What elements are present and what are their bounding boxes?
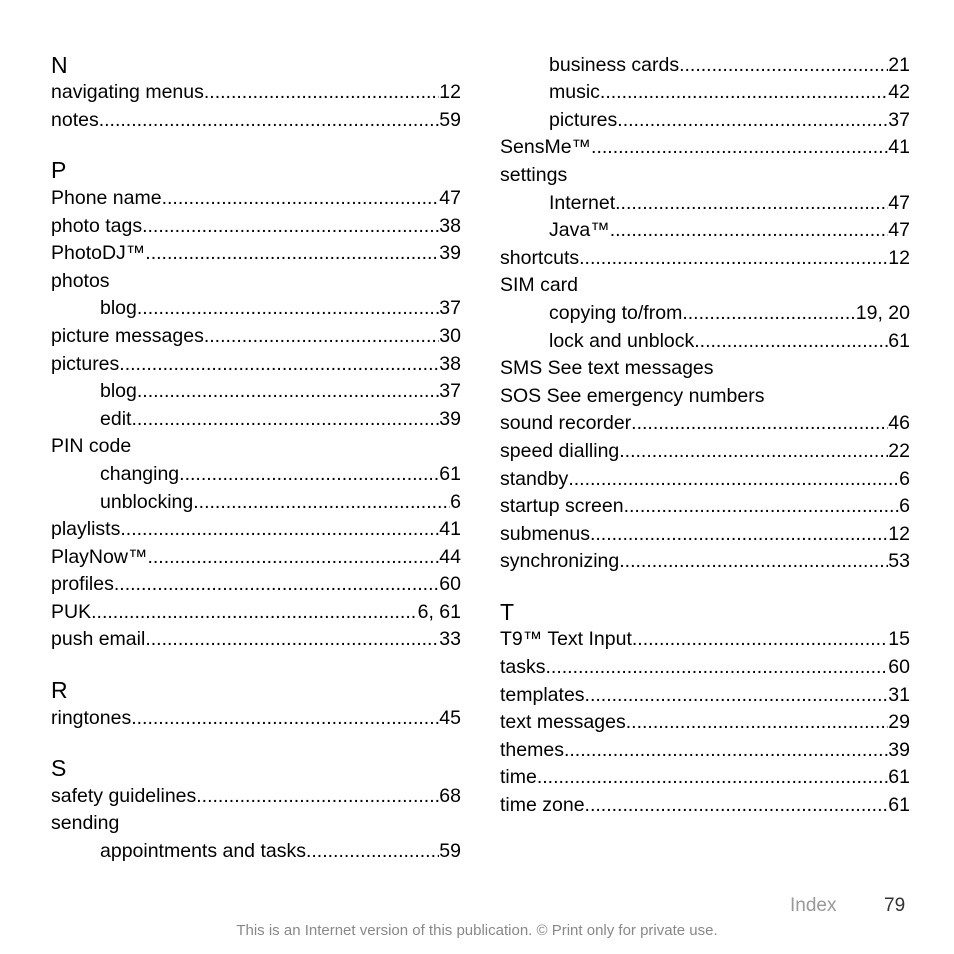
page-ref: 12 bbox=[439, 81, 461, 104]
index-term: music bbox=[549, 81, 600, 104]
dot-leader bbox=[591, 136, 888, 158]
page-ref: 22 bbox=[888, 439, 910, 462]
dot-leader bbox=[145, 628, 439, 650]
page-ref: 30 bbox=[439, 324, 461, 347]
index-term: startup screen bbox=[500, 495, 624, 518]
page-ref: 41 bbox=[439, 518, 461, 541]
dot-leader bbox=[137, 380, 439, 402]
index-term: SIM card bbox=[500, 274, 579, 297]
index-term: T9™ Text Input bbox=[500, 628, 632, 651]
index-entry bbox=[51, 701, 461, 729]
page-ref: 37 bbox=[439, 297, 461, 320]
index-term: sound recorder bbox=[500, 412, 632, 435]
index-entry bbox=[51, 209, 461, 237]
index-label bbox=[500, 379, 910, 407]
index-entry bbox=[51, 347, 461, 375]
dot-leader bbox=[590, 523, 888, 545]
index-term: PlayNow™ bbox=[51, 545, 148, 568]
index-term: Internet bbox=[549, 191, 616, 214]
index-subentry bbox=[500, 103, 910, 131]
dot-leader bbox=[137, 297, 439, 319]
index-term: text messages bbox=[500, 711, 626, 734]
index-subentry bbox=[500, 324, 910, 352]
index-term: profiles bbox=[51, 573, 114, 596]
index-term: settings bbox=[500, 163, 568, 186]
page-ref: 12 bbox=[888, 522, 910, 545]
index-term: picture messages bbox=[51, 324, 204, 347]
index-term: pictures bbox=[549, 108, 618, 131]
dot-leader bbox=[131, 408, 439, 430]
index-term: synchronizing bbox=[500, 550, 620, 573]
dot-leader bbox=[204, 325, 439, 347]
index-entry bbox=[51, 623, 461, 651]
dot-leader bbox=[632, 628, 888, 650]
page-ref: 46 bbox=[888, 412, 910, 435]
index-term: sending bbox=[51, 812, 120, 835]
index-term: blog bbox=[100, 297, 137, 320]
page-ref: 6 bbox=[450, 490, 461, 513]
index-subentry bbox=[51, 292, 461, 320]
dot-leader bbox=[196, 785, 439, 807]
page-ref: 61 bbox=[888, 794, 910, 817]
page-ref: 15 bbox=[888, 628, 910, 651]
index-term: PhotoDJ™ bbox=[51, 242, 146, 265]
page-ref: 53 bbox=[888, 550, 910, 573]
index-entry bbox=[500, 462, 910, 490]
section-spacer bbox=[51, 131, 461, 154]
page-ref: 12 bbox=[888, 246, 910, 269]
index-term: templates bbox=[500, 683, 585, 706]
page-ref: 59 bbox=[439, 108, 461, 131]
index-term: navigating menus bbox=[51, 81, 204, 104]
index-entry bbox=[51, 595, 461, 623]
index-term: time zone bbox=[500, 794, 585, 817]
page-ref: 37 bbox=[439, 380, 461, 403]
dot-leader bbox=[119, 353, 439, 375]
index-term: playlists bbox=[51, 518, 121, 541]
index-term: business cards bbox=[549, 53, 680, 76]
page-ref: 38 bbox=[439, 214, 461, 237]
index-term: ringtones bbox=[51, 706, 132, 729]
page-ref: 59 bbox=[439, 840, 461, 863]
page-ref: 45 bbox=[439, 706, 461, 729]
dot-leader bbox=[694, 330, 888, 352]
index-entry bbox=[500, 706, 910, 734]
index-subentry bbox=[51, 485, 461, 513]
index-entry bbox=[51, 568, 461, 596]
index-label bbox=[51, 807, 461, 835]
index-entry bbox=[500, 788, 910, 816]
dot-leader bbox=[142, 215, 439, 237]
page-ref: 21 bbox=[888, 53, 910, 76]
index-subentry bbox=[500, 186, 910, 214]
index-entry bbox=[500, 761, 910, 789]
index-subentry bbox=[51, 457, 461, 485]
index-term: edit bbox=[100, 407, 132, 430]
dot-leader bbox=[579, 247, 888, 269]
page-ref: 6, 61 bbox=[417, 600, 461, 623]
dot-leader bbox=[585, 684, 889, 706]
index-subentry bbox=[500, 296, 910, 324]
section-letter: P bbox=[51, 157, 67, 184]
index-entry bbox=[51, 540, 461, 568]
index-subentry bbox=[500, 214, 910, 242]
page-ref: 39 bbox=[439, 242, 461, 265]
index-term: PUK bbox=[51, 600, 92, 623]
section-letter: S bbox=[51, 755, 67, 782]
footer-page-number: 79 bbox=[884, 895, 906, 916]
footer-section-label: Index bbox=[790, 895, 837, 916]
index-entry bbox=[51, 779, 461, 807]
index-term: SensMe™ bbox=[500, 136, 592, 159]
index-term: push email bbox=[51, 628, 146, 651]
index-term: lock and unblock bbox=[549, 329, 695, 352]
index-term: submenus bbox=[500, 522, 590, 545]
index-entry bbox=[500, 241, 910, 269]
dot-leader bbox=[120, 518, 439, 540]
index-term: themes bbox=[500, 738, 564, 761]
index-term: SOS See emergency numbers bbox=[500, 384, 765, 407]
page-ref: 6 bbox=[899, 495, 910, 518]
dot-leader bbox=[204, 81, 439, 103]
index-column-right bbox=[500, 48, 910, 816]
index-term: pictures bbox=[51, 352, 120, 375]
index-term: tasks bbox=[500, 656, 546, 679]
dot-leader bbox=[600, 81, 888, 103]
index-term: appointments and tasks bbox=[100, 840, 306, 863]
dot-leader bbox=[610, 219, 889, 241]
index-label bbox=[500, 158, 910, 186]
dot-leader bbox=[564, 739, 888, 761]
index-entry bbox=[51, 103, 461, 131]
index-label bbox=[500, 352, 910, 380]
section-letter: T bbox=[500, 598, 515, 625]
page-ref: 61 bbox=[888, 329, 910, 352]
dot-leader bbox=[619, 440, 888, 462]
section-spacer bbox=[51, 729, 461, 752]
dot-leader bbox=[682, 302, 855, 324]
index-term: notes bbox=[51, 108, 99, 131]
index-term: copying to/from bbox=[549, 301, 683, 324]
index-term: PIN code bbox=[51, 435, 132, 458]
index-entry bbox=[500, 490, 910, 518]
dot-leader bbox=[131, 707, 439, 729]
index-column-left bbox=[51, 48, 461, 862]
index-term: unblocking bbox=[100, 490, 194, 513]
page-ref: 39 bbox=[888, 738, 910, 761]
dot-leader bbox=[537, 766, 888, 788]
index-entry bbox=[500, 545, 910, 573]
index-entry bbox=[500, 733, 910, 761]
page-ref: 39 bbox=[439, 407, 461, 430]
page-ref: 42 bbox=[888, 81, 910, 104]
page-ref: 6 bbox=[899, 467, 910, 490]
section-spacer bbox=[51, 650, 461, 673]
index-entry bbox=[51, 237, 461, 265]
page-ref: 41 bbox=[888, 136, 910, 159]
page-ref: 33 bbox=[439, 628, 461, 651]
index-entry bbox=[500, 678, 910, 706]
index-term: blog bbox=[100, 380, 137, 403]
index-term: standby bbox=[500, 467, 569, 490]
page-ref: 47 bbox=[888, 219, 910, 242]
index-entry bbox=[500, 517, 910, 545]
index-term: time bbox=[500, 766, 537, 789]
dot-leader bbox=[631, 412, 888, 434]
section-letter: N bbox=[51, 51, 68, 78]
dot-leader bbox=[624, 495, 900, 517]
section-spacer bbox=[500, 572, 910, 595]
dot-leader bbox=[679, 54, 888, 76]
page-ref: 44 bbox=[439, 545, 461, 568]
index-label bbox=[51, 430, 461, 458]
index-entry bbox=[51, 319, 461, 347]
section-letter: R bbox=[51, 677, 68, 704]
page-ref: 37 bbox=[888, 108, 910, 131]
dot-leader bbox=[568, 468, 899, 490]
page-ref: 61 bbox=[439, 462, 461, 485]
index-term: photos bbox=[51, 269, 110, 292]
dot-leader bbox=[145, 242, 439, 264]
index-entry bbox=[500, 650, 910, 678]
index-term: safety guidelines bbox=[51, 784, 197, 807]
dot-leader bbox=[546, 656, 889, 678]
dot-leader bbox=[617, 109, 888, 131]
index-entry bbox=[500, 434, 910, 462]
index-entry bbox=[51, 181, 461, 209]
page-ref: 68 bbox=[439, 784, 461, 807]
page-ref: 60 bbox=[439, 573, 461, 596]
index-subentry bbox=[51, 375, 461, 403]
index-entry bbox=[51, 513, 461, 541]
index-term: speed dialling bbox=[500, 439, 620, 462]
dot-leader bbox=[91, 601, 418, 623]
footer-copyright-note: This is an Internet version of this publication. © Print only for private use. bbox=[236, 922, 718, 939]
page-ref: 47 bbox=[439, 186, 461, 209]
index-subentry bbox=[500, 48, 910, 76]
dot-leader bbox=[114, 573, 439, 595]
dot-leader bbox=[619, 550, 888, 572]
page-ref: 61 bbox=[888, 766, 910, 789]
index-subentry bbox=[500, 76, 910, 104]
index-term: SMS See text messages bbox=[500, 357, 714, 380]
index-label bbox=[500, 269, 910, 297]
dot-leader bbox=[306, 840, 439, 862]
index-subentry bbox=[51, 834, 461, 862]
index-term: photo tags bbox=[51, 214, 143, 237]
index-entry bbox=[500, 131, 910, 159]
index-term: Phone name bbox=[51, 186, 162, 209]
page-ref: 31 bbox=[888, 683, 910, 706]
index-term: changing bbox=[100, 462, 180, 485]
page-ref: 38 bbox=[439, 352, 461, 375]
dot-leader bbox=[147, 546, 439, 568]
dot-leader bbox=[193, 491, 450, 513]
page-ref: 60 bbox=[888, 656, 910, 679]
dot-leader bbox=[162, 187, 440, 209]
index-term: Java™ bbox=[549, 219, 610, 242]
index-label bbox=[51, 264, 461, 292]
dot-leader bbox=[615, 192, 888, 214]
page-ref: 19, 20 bbox=[855, 301, 910, 324]
dot-leader bbox=[626, 711, 889, 733]
index-subentry bbox=[51, 402, 461, 430]
index-entry bbox=[500, 407, 910, 435]
index-entry bbox=[51, 76, 461, 104]
index-entry bbox=[500, 623, 910, 651]
dot-leader bbox=[99, 109, 440, 131]
dot-leader bbox=[585, 794, 889, 816]
page-ref: 29 bbox=[888, 711, 910, 734]
dot-leader bbox=[179, 463, 439, 485]
page-ref: 47 bbox=[888, 191, 910, 214]
index-term: shortcuts bbox=[500, 246, 580, 269]
